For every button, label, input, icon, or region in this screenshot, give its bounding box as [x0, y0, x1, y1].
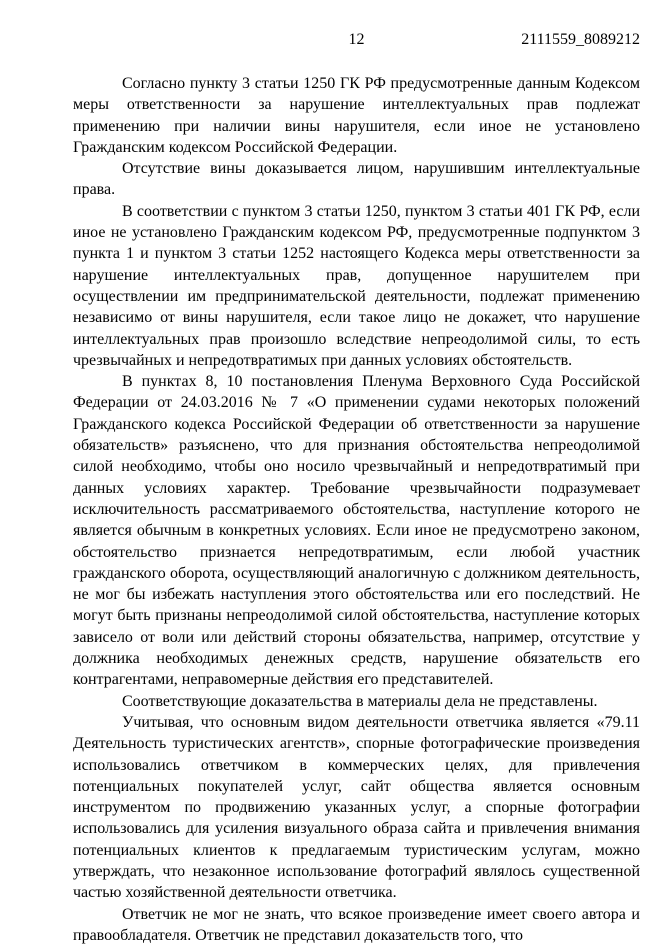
- document-body: [73, 73, 640, 946]
- page-header: [73, 31, 640, 49]
- paragraph: В соответствии с пунктом 3 статьи 1250, пунктом 3 статьи 401 ГК РФ, если иное не установлено Гражданским кодексом РФ, предусмотренные подпунктом 3 пункта 1 и пунктом 3 статьи 1252 настоящего Кодекса меры ответственности за нарушение интеллектуальных прав, допущенное нарушителем при осуществлении им предпринимательской деятельности, подлежат применению независимо от вины нарушителя, если такое лицо не докажет, что нарушение интеллектуальных прав произошло вследствие непреодолимой силы, то есть чрезвычайных и непредотвратимых при данных условиях обстоятельств.: [73, 202, 640, 369]
- page-number: 12: [348, 31, 365, 48]
- document-id: 2111559_8089212: [521, 31, 640, 48]
- paragraph: Согласно пункту 3 статьи 1250 ГК РФ предусмотренные данным Кодексом меры ответственности за нарушение интеллектуальных прав подлежат применению при наличии вины нарушителя, если иное не установлено Гражданским кодексом Российской Федерации.: [73, 75, 640, 156]
- paragraph: Отсутствие вины доказывается лицом, нарушившим интеллектуальные права.: [73, 160, 640, 199]
- paragraph: Соответствующие доказательства в материалы дела не представлены.: [122, 692, 598, 710]
- paragraph: Ответчик не мог не знать, что всякое произведение имеет своего автора и правообладателя. Ответчик не представил доказательств того, что: [73, 905, 640, 944]
- paragraph: В пунктах 8, 10 постановления Пленума Верховного Суда Российской Федерации от 24.03.2016 № 7 «О применении судами некоторых положений Гражданского кодекса Российской Федерации об ответственности за нарушение обязательств» разъяснено, что для признания обстоятельства непреодолимой силой необходимо, чтобы оно носило чрезвычайный и непредотвратимый при данных условиях характер. Требование чрезвычайности подразумевает исключительность рассматриваемого обстоятельства, наступление которого не является обычным в конкретных условиях. Если иное не предусмотрено законом, обстоятельство признается непредотвратимым, если любой участник гражданского оборота, осуществляющий аналогичную с должником деятельность, не мог бы избежать наступления этого обстоятельства или его последствий. Не могут быть признаны непреодолимой силой обстоятельства, наступление которых зависело от воли или действий стороны обязательства, например, отсутствие у должника необходимых денежных средств, нарушение обязательств его контрагентами, неправомерные действия его представителей.: [73, 373, 640, 689]
- paragraph: Учитывая, что основным видом деятельности ответчика является «79.11 Деятельность туристических агентств», спорные фотографические произведения использовались ответчиком в коммерческих целях, для привлечения потенциальных покупателей услуг, сайт общества является основным инструментом по продвижению указанных услуг, а спорные фотографии использовались для усиления визуального образа сайта и привлечения внимания потенциальных клиентов к предлагаемым туристическим услугам, можно утверждать, что незаконное использование фотографий являлось существенной частью хозяйственной деятельности ответчика.: [73, 713, 640, 902]
